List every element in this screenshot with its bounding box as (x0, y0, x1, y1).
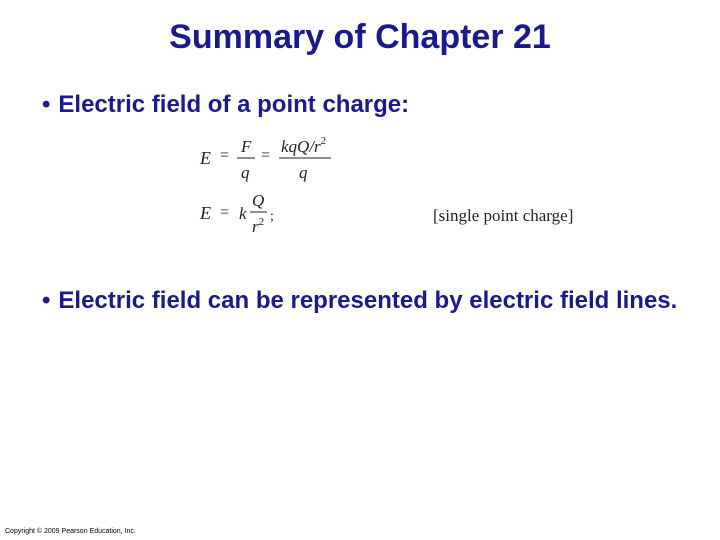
bullet-symbol: • (42, 91, 51, 118)
eq2-separator: ; (270, 209, 274, 224)
equation-figure (195, 130, 595, 240)
bullet-point-charge (42, 90, 409, 120)
bullet-text: Electric field can be represented by electric field lines. (58, 287, 678, 314)
eq1-frac2-numerator (281, 135, 326, 156)
eq2-equals: = (220, 204, 230, 221)
eq1-frac1-denominator: q (241, 163, 250, 182)
bullet-symbol: • (42, 287, 51, 314)
eq2-frac-denominator-exponent: 2 (258, 216, 265, 228)
eq2-frac-numerator: Q (252, 191, 265, 210)
bullet-field-lines (42, 276, 682, 326)
slide-title: Summary of Chapter 21 (169, 18, 551, 56)
eq1-frac2-denominator: q (299, 163, 308, 182)
eq2-frac-denominator-base: r (252, 217, 259, 236)
eq1-equals: = (220, 147, 230, 164)
eq2-note: [single point charge] (433, 206, 574, 225)
eq1-frac1-numerator: F (241, 137, 252, 156)
bullet-text: Electric field of a point charge: (58, 91, 410, 118)
equation-block (195, 130, 595, 240)
eq2-lhs: E (200, 203, 211, 223)
eq2-k: k (239, 204, 247, 223)
copyright-notice: Copyright © 2009 Pearson Education, Inc. (5, 528, 136, 535)
eq2-frac-denominator (252, 216, 264, 236)
eq1-lhs: E (200, 148, 211, 168)
eq1-frac2-numerator-base: kqQ/r (281, 137, 321, 156)
eq1-equals-2: = (261, 147, 271, 164)
eq1-frac2-numerator-exponent: 2 (320, 135, 327, 147)
